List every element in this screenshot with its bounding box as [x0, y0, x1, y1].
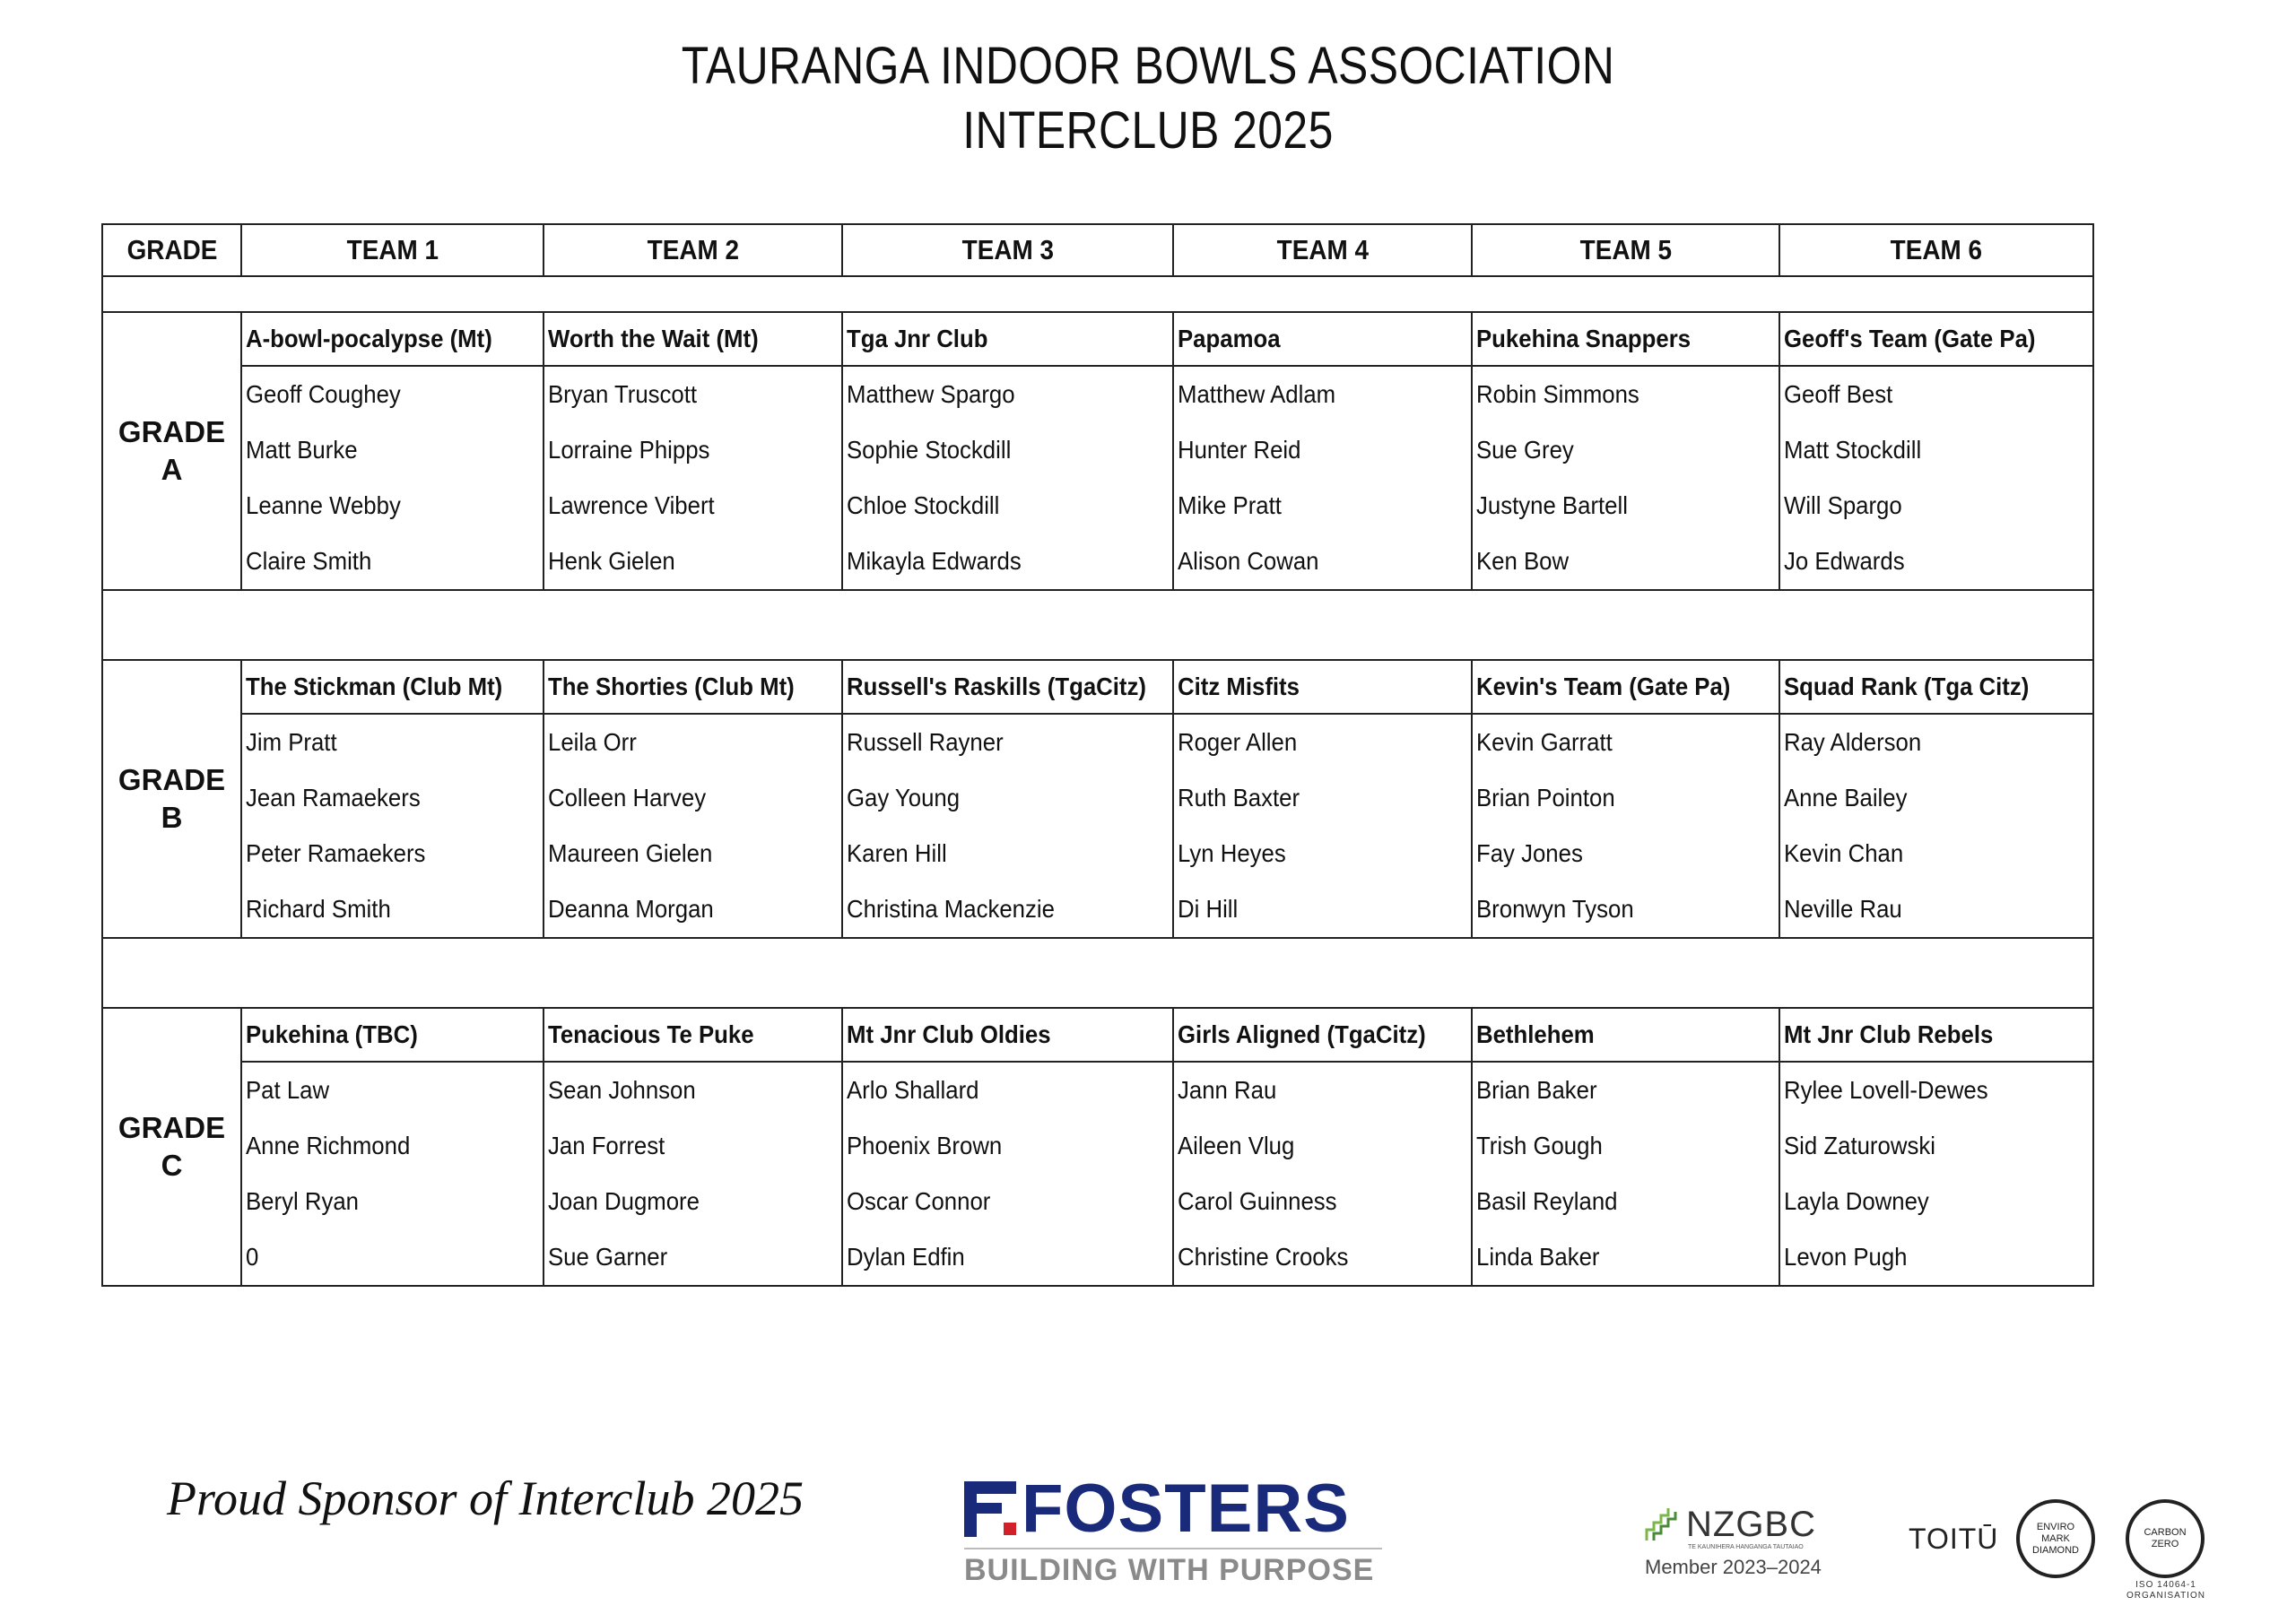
header-team-4: TEAM 4 — [1173, 224, 1472, 276]
sponsor-text: Proud Sponsor of Interclub 2025 — [167, 1471, 804, 1525]
player-name: Sophie Stockdill — [842, 422, 1173, 478]
player-name: Christine Crooks — [1173, 1229, 1472, 1286]
team-name: Geoff's Team (Gate Pa) — [1779, 312, 2093, 366]
player-name: Matthew Adlam — [1173, 366, 1472, 422]
nzgbc-name: NZGBC — [1686, 1505, 1816, 1544]
player-name: Arlo Shallard — [842, 1062, 1173, 1118]
player-name: Deanna Morgan — [544, 881, 842, 938]
team-name: Mt Jnr Club Rebels — [1779, 1008, 2093, 1062]
player-name: Beryl Ryan — [241, 1174, 544, 1229]
player-name: Roger Allen — [1173, 714, 1472, 770]
player-name: Chloe Stockdill — [842, 478, 1173, 534]
fosters-name: FOSTERS — [1022, 1471, 1350, 1547]
player-name: Sue Garner — [544, 1229, 842, 1286]
team-name: The Stickman (Club Mt) — [241, 660, 544, 714]
player-name: Phoenix Brown — [842, 1118, 1173, 1174]
player-name: Bryan Truscott — [544, 366, 842, 422]
header-team-3: TEAM 3 — [842, 224, 1173, 276]
player-name: Lorraine Phipps — [544, 422, 842, 478]
title-line-1: TAURANGA INDOOR BOWLS ASSOCIATION — [681, 37, 1615, 95]
fosters-f-icon — [964, 1481, 1016, 1537]
player-name: Rylee Lovell-Dewes — [1779, 1062, 2093, 1118]
toitu-name: TOITŪ — [1909, 1523, 1999, 1555]
page-title — [0, 34, 2296, 163]
player-name: Oscar Connor — [842, 1174, 1173, 1229]
player-name: Ruth Baxter — [1173, 770, 1472, 826]
player-name: Ken Bow — [1472, 534, 1779, 590]
team-name: Russell's Raskills (TgaCitz) — [842, 660, 1173, 714]
player-name: Claire Smith — [241, 534, 544, 590]
player-name: Christina Mackenzie — [842, 881, 1173, 938]
player-name: Jo Edwards — [1779, 534, 2093, 590]
fosters-divider — [964, 1548, 1382, 1549]
player-name: Justyne Bartell — [1472, 478, 1779, 534]
nzgbc-member: Member 2023–2024 — [1645, 1556, 1822, 1578]
carbon-zero-badge: CARBON ZERO — [2126, 1499, 2205, 1578]
team-name: Pukehina (TBC) — [241, 1008, 544, 1062]
player-name: Sid Zaturowski — [1779, 1118, 2093, 1174]
team-name: Bethlehem — [1472, 1008, 1779, 1062]
interclub-table — [101, 223, 2094, 1287]
player-name: Henk Gielen — [544, 534, 842, 590]
player-name: Geoff Coughey — [241, 366, 544, 422]
team-name: Mt Jnr Club Oldies — [842, 1008, 1173, 1062]
player-row — [102, 770, 2093, 826]
team-name: Girls Aligned (TgaCitz) — [1173, 1008, 1472, 1062]
header-team-1: TEAM 1 — [241, 224, 544, 276]
team-name-row — [102, 1008, 2093, 1062]
player-row — [102, 826, 2093, 881]
player-name: Di Hill — [1173, 881, 1472, 938]
enviro-mark-badge: ENVIRO MARK DIAMOND — [2016, 1499, 2095, 1578]
player-name: Will Spargo — [1779, 478, 2093, 534]
player-name: Dylan Edfin — [842, 1229, 1173, 1286]
header-team-2: TEAM 2 — [544, 224, 842, 276]
iso-label: ISO 14064-1 ORGANISATION — [2126, 1580, 2205, 1601]
player-row — [102, 478, 2093, 534]
player-name: Lawrence Vibert — [544, 478, 842, 534]
player-name: Kevin Chan — [1779, 826, 2093, 881]
player-name: 0 — [241, 1229, 544, 1286]
team-name: Papamoa — [1173, 312, 1472, 366]
player-row — [102, 1174, 2093, 1229]
team-name-row — [102, 312, 2093, 366]
team-name: Tenacious Te Puke — [544, 1008, 842, 1062]
header-grade: GRADE — [102, 224, 241, 276]
player-name: Jean Ramaekers — [241, 770, 544, 826]
player-name: Neville Rau — [1779, 881, 2093, 938]
player-row — [102, 1118, 2093, 1174]
nzgbc-sub: TE KAUNIHERA HANGANGA TAUTAIAO — [1688, 1544, 1804, 1550]
spacer-cell — [102, 938, 2093, 1008]
player-name: Mike Pratt — [1173, 478, 1472, 534]
player-name: Bronwyn Tyson — [1472, 881, 1779, 938]
player-name: Colleen Harvey — [544, 770, 842, 826]
fosters-logo — [964, 1471, 1386, 1588]
team-name: A-bowl-pocalypse (Mt) — [241, 312, 544, 366]
player-name: Matthew Spargo — [842, 366, 1173, 422]
player-name: Ray Alderson — [1779, 714, 2093, 770]
player-name: Lyn Heyes — [1173, 826, 1472, 881]
header-team-6: TEAM 6 — [1779, 224, 2093, 276]
team-name: The Shorties (Club Mt) — [544, 660, 842, 714]
player-name: Anne Bailey — [1779, 770, 2093, 826]
player-name: Kevin Garratt — [1472, 714, 1779, 770]
spacer-row — [102, 276, 2093, 312]
player-name: Trish Gough — [1472, 1118, 1779, 1174]
player-name: Carol Guinness — [1173, 1174, 1472, 1229]
fosters-tagline: BUILDING WITH PURPOSE — [964, 1553, 1375, 1587]
player-name: Maureen Gielen — [544, 826, 842, 881]
player-name: Pat Law — [241, 1062, 544, 1118]
player-name: Jim Pratt — [241, 714, 544, 770]
player-name: Brian Pointon — [1472, 770, 1779, 826]
player-name: Jan Forrest — [544, 1118, 842, 1174]
player-row — [102, 1229, 2093, 1286]
team-name-row — [102, 660, 2093, 714]
player-name: Joan Dugmore — [544, 1174, 842, 1229]
player-name: Peter Ramaekers — [241, 826, 544, 881]
header-row — [102, 224, 2093, 276]
player-name: Alison Cowan — [1173, 534, 1472, 590]
team-name: Pukehina Snappers — [1472, 312, 1779, 366]
grade-a-label: GRADE A — [102, 312, 241, 590]
header-team-5: TEAM 5 — [1472, 224, 1779, 276]
player-name: Robin Simmons — [1472, 366, 1779, 422]
player-name: Aileen Vlug — [1173, 1118, 1472, 1174]
player-name: Anne Richmond — [241, 1118, 544, 1174]
spacer-row — [102, 938, 2093, 1008]
player-row — [102, 714, 2093, 770]
player-name: Linda Baker — [1472, 1229, 1779, 1286]
grade-c-label: GRADE C — [102, 1008, 241, 1286]
player-name: Russell Rayner — [842, 714, 1173, 770]
player-name: Geoff Best — [1779, 366, 2093, 422]
player-name: Leila Orr — [544, 714, 842, 770]
player-row — [102, 881, 2093, 938]
player-name: Brian Baker — [1472, 1062, 1779, 1118]
player-name: Gay Young — [842, 770, 1173, 826]
player-name: Mikayla Edwards — [842, 534, 1173, 590]
player-name: Layla Downey — [1779, 1174, 2093, 1229]
grade-b-label: GRADE B — [102, 660, 241, 938]
team-name: Tga Jnr Club — [842, 312, 1173, 366]
player-name: Karen Hill — [842, 826, 1173, 881]
player-name: Basil Reyland — [1472, 1174, 1779, 1229]
player-name: Leanne Webby — [241, 478, 544, 534]
player-name: Fay Jones — [1472, 826, 1779, 881]
team-name: Citz Misfits — [1173, 660, 1472, 714]
player-name: Richard Smith — [241, 881, 544, 938]
player-row — [102, 366, 2093, 422]
spacer-row — [102, 590, 2093, 660]
team-name: Kevin's Team (Gate Pa) — [1472, 660, 1779, 714]
player-name: Jann Rau — [1173, 1062, 1472, 1118]
player-row — [102, 422, 2093, 478]
team-name: Squad Rank (Tga Citz) — [1779, 660, 2093, 714]
player-row — [102, 534, 2093, 590]
spacer-cell — [102, 590, 2093, 660]
player-name: Levon Pugh — [1779, 1229, 2093, 1286]
team-name: Worth the Wait (Mt) — [544, 312, 842, 366]
player-name: Matt Stockdill — [1779, 422, 2093, 478]
title-line-2: INTERCLUB 2025 — [962, 101, 1334, 160]
player-row — [102, 1062, 2093, 1118]
nzgbc-steps-icon — [1645, 1506, 1683, 1542]
player-name: Sean Johnson — [544, 1062, 842, 1118]
player-name: Sue Grey — [1472, 422, 1779, 478]
player-name: Matt Burke — [241, 422, 544, 478]
nzgbc-logo — [1645, 1506, 1833, 1579]
player-name: Hunter Reid — [1173, 422, 1472, 478]
spacer-cell — [102, 276, 2093, 312]
